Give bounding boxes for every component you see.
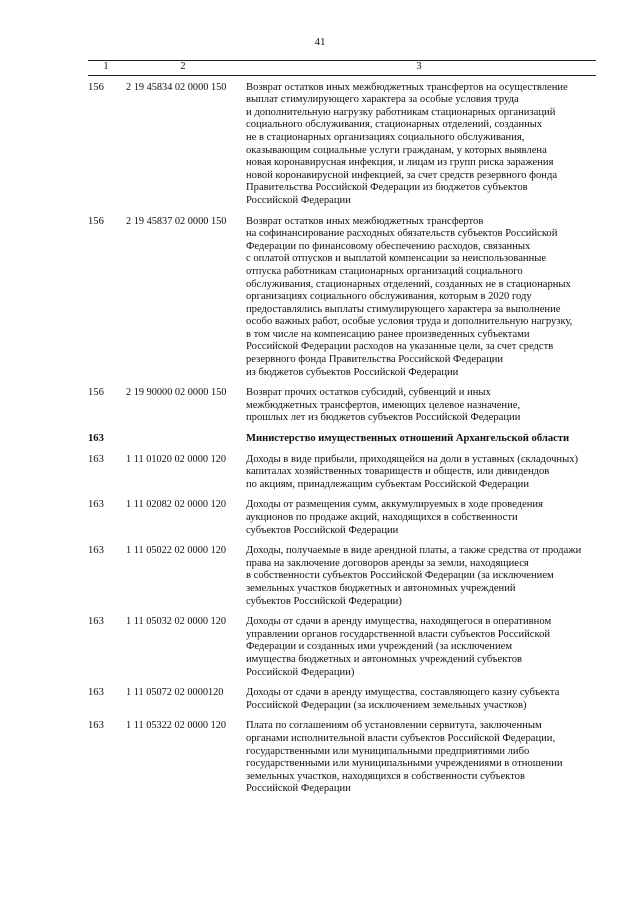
row-description: Плата по соглашениям об установлении сервитута, заключенным органами исполнительной власти субъектов Российской Федерации, государственными или муниципальными предприятиями либо государственными или муниципальными учреждениями в отношении земельных участков, находящихся в собственности субъектов Российской Федерации	[246, 720, 563, 795]
row-description: Доходы в виде прибыли, приходящейся на доли в уставных (складочных) капиталах хозяйственных товариществ и обществ, или дивидендов по акциям, принадлежащим субъектам Российской Федерации	[246, 453, 579, 490]
row-number: 163	[88, 433, 104, 445]
budget-code: 2 19 45834 02 0000 150	[126, 81, 227, 93]
budget-code: 2 19 90000 02 0000 150	[126, 387, 227, 399]
column-header-1: 1	[88, 61, 124, 76]
table-row	[88, 454, 596, 500]
row-description: Возврат остатков иных межбюджетных трансфертов на осуществление выплат стимулирующего характера за особые условия труда и дополнительную нагрузку работникам стационарных организаций социального обслуживания, стационарных отделений, созданных не в стационарных организациях социального обслуживания, оказывающим социальные услуги гражданам, у которых выявлена новая коронавирусная инфекция, и лицам из групп риска заражения новой коронавирусной инфекцией, за счет средств резервного фонда Правительства Российской Федерации из бюджетов субъектов Российской Федерации	[246, 81, 568, 206]
row-description: Возврат прочих остатков субсидий, субвенций и иных межбюджетных трансфертов, имеющих целевое назначение, прошлых лет из бюджетов субъектов Российской Федерации	[246, 387, 521, 424]
row-number: 163	[88, 616, 104, 628]
budget-code	[124, 433, 242, 454]
budget-code: 1 11 05032 02 0000 120	[126, 616, 227, 628]
budget-code: 1 11 05322 02 0000 120	[126, 720, 227, 732]
column-header-3: 3	[242, 61, 596, 76]
table-row	[88, 216, 596, 388]
budget-code: 1 11 01020 02 0000 120	[126, 453, 227, 465]
row-description: Доходы от размещения сумм, аккумулируемых в ходе проведения аукционов по продаже акций, находящихся в собственности субъектов Российской Федерации	[246, 499, 543, 536]
row-number: 163	[88, 453, 104, 465]
row-number: 163	[88, 687, 104, 699]
row-number: 163	[88, 720, 104, 732]
row-number: 156	[88, 81, 104, 93]
column-header-2: 2	[124, 61, 242, 76]
table-row	[88, 387, 596, 433]
ministry-name: Министерство имущественных отношений Архангельской области	[246, 433, 570, 445]
table-row	[88, 720, 596, 804]
table-row	[88, 687, 596, 720]
row-number: 163	[88, 545, 104, 557]
row-description: Возврат остатков иных межбюджетных трансфертов на софинансирование расходных обязательств субъектов Российской Федерации по финансовому обеспечению расходов, связанных с оплатой отпусков и выплатой компенсации за неиспользованные отпуска работникам стационарных организаций социального обслуживания, стационарных отделений, созданных не в стационарных организациях социального обслуживания, которым в 2020 году предоставлялись выплаты стимулирующего характера за выполнение особо важных работ, особые условия труда и дополнительную нагрузку, в том числе на компенсацию ранее произведенных субъектами Российской Федерации расходов на указанные цели, за счет средств резервного фонда Правительства Российской Федерации из бюджетов субъектов Российской Федерации	[246, 215, 573, 378]
row-description: Доходы от сдачи в аренду имущества, находящегося в оперативном управлении органов государственной власти субъектов Российской Федерации и созданных ими учреждений (за исключением имущества бюджетных и автономных учреждений субъектов Российской Федерации)	[246, 616, 552, 678]
page-number: 41	[314, 36, 326, 48]
table-row	[88, 616, 596, 687]
table-row	[88, 499, 596, 545]
budget-code: 1 11 02082 02 0000 120	[126, 499, 227, 511]
row-description: Доходы от сдачи в аренду имущества, составляющего казну субъекта Российской Федерации (за исключением земельных участков)	[246, 687, 560, 711]
budget-codes-table	[88, 60, 596, 804]
ministry-heading-row	[88, 433, 596, 454]
table-row	[88, 545, 596, 616]
row-number: 163	[88, 499, 104, 511]
row-number: 156	[88, 215, 104, 227]
budget-code: 1 11 05072 02 0000120	[126, 687, 224, 699]
budget-code: 2 19 45837 02 0000 150	[126, 215, 227, 227]
budget-code: 1 11 05022 02 0000 120	[126, 545, 227, 557]
row-number: 156	[88, 387, 104, 399]
table-row	[88, 75, 596, 215]
row-description: Доходы, получаемые в виде арендной платы, а также средства от продажи права на заключение договоров аренды за земли, находящиеся в собственности субъектов Российской Федерации (за исключением земельных участков бюджетных и автономных учреждений субъектов Российской Федерации)	[246, 545, 582, 607]
table-header-row	[88, 61, 596, 76]
